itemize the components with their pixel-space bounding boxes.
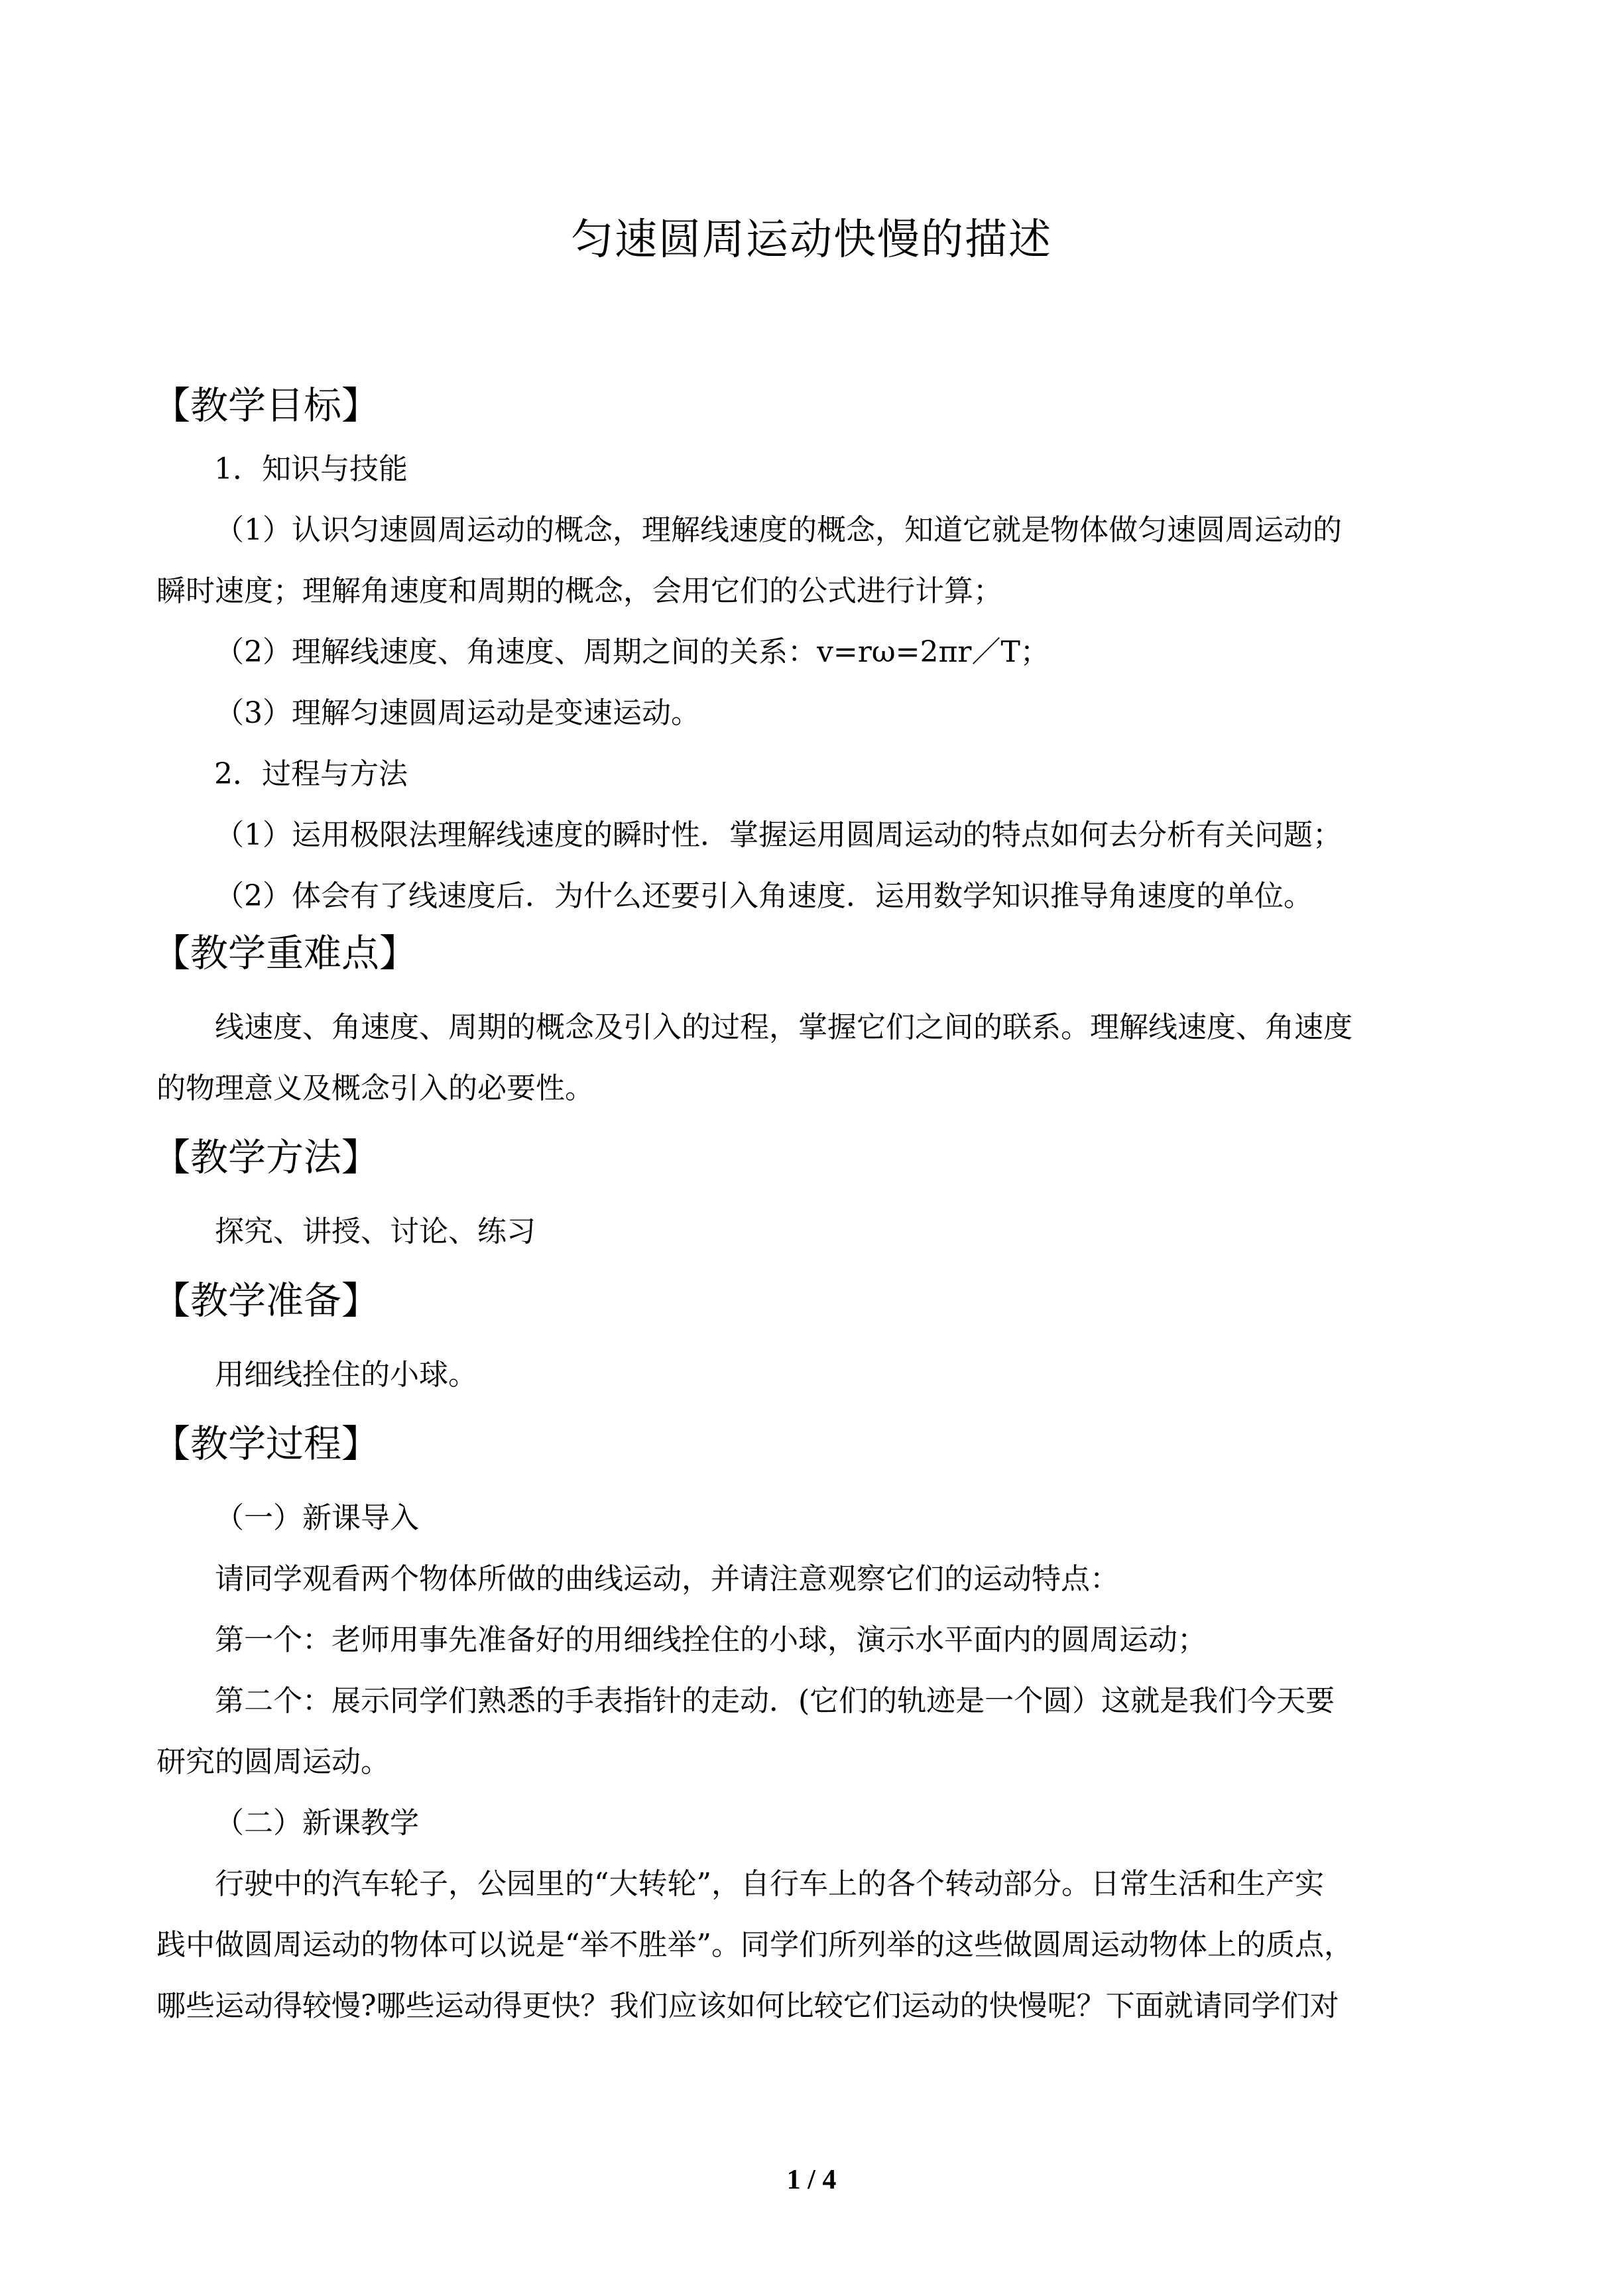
heading-process: 【教学过程】 xyxy=(152,1422,379,1466)
key-points-line-1: 线速度、角速度、周期的概念及引入的过程，掌握它们之间的联系。理解线速度、角速度 xyxy=(215,1010,1352,1044)
process-paragraph-4-line-3: 哪些运动得较慢?哪些运动得更快？我们应该如何比较它们运动的快慢呢？下面就请同学们对 xyxy=(156,1989,1339,2023)
process-part-2-title: （二）新课教学 xyxy=(215,1806,419,1840)
document-title: 匀速圆周运动快慢的描述 xyxy=(571,215,1052,265)
process-paragraph-4-line-1: 行驶中的汽车轮子，公园里的“大转轮”，自行车上的各个转动部分。日常生活和生产实 xyxy=(215,1867,1324,1901)
page-number: 1 / 4 xyxy=(786,2165,837,2195)
heading-objectives: 【教学目标】 xyxy=(152,384,379,428)
objectives-item-2: （2）理解线速度、角速度、周期之间的关系：v=rω=2πr／T； xyxy=(215,635,1050,669)
document-body xyxy=(152,379,1476,2037)
heading-preparation: 【教学准备】 xyxy=(152,1279,379,1323)
methods-text: 探究、讲授、讨论、练习 xyxy=(215,1215,536,1248)
objectives-subheading-knowledge: 1．知识与技能 xyxy=(214,452,408,486)
heading-methods: 【教学方法】 xyxy=(152,1136,379,1179)
process-paragraph-3-line-1: 第二个：展示同学们熟悉的手表指针的走动．(它们的轨迹是一个圆）这就是我们今天要 xyxy=(215,1684,1335,1718)
process-paragraph-4-line-2: 践中做圆周运动的物体可以说是“举不胜举”。同学们所列举的这些做圆周运动物体上的质点， xyxy=(156,1928,1353,1962)
heading-key-points: 【教学重难点】 xyxy=(152,932,417,975)
objectives-item-1-line-2: 瞬时速度；理解角速度和周期的概念，会用它们的公式进行计算； xyxy=(156,574,1002,608)
process-paragraph-2: 第一个：老师用事先准备好的用细线拴住的小球，演示水平面内的圆周运动； xyxy=(215,1623,1207,1657)
objectives-item-4: （1）运用极限法理解线速度的瞬时性．掌握运用圆周运动的特点如何去分析有关问题； xyxy=(215,818,1342,852)
objectives-item-3: （3）理解匀速圆周运动是变速运动。 xyxy=(215,696,700,730)
objectives-subheading-process: 2．过程与方法 xyxy=(214,757,408,791)
process-part-1-title: （一）新课导入 xyxy=(215,1501,419,1535)
process-paragraph-3-line-2: 研究的圆周运动。 xyxy=(156,1745,390,1779)
preparation-text: 用细线拴住的小球。 xyxy=(215,1358,477,1392)
process-paragraph-1: 请同学观看两个物体所做的曲线运动，并请注意观察它们的运动特点： xyxy=(215,1562,1119,1596)
objectives-item-5: （2）体会有了线速度后．为什么还要引入角速度．运用数学知识推导角速度的单位。 xyxy=(215,879,1313,913)
key-points-line-2: 的物理意义及概念引入的必要性。 xyxy=(156,1071,594,1105)
objectives-item-1-line-1: （1）认识匀速圆周运动的概念，理解线速度的概念，知道它就是物体做匀速圆周运动的 xyxy=(215,513,1342,547)
